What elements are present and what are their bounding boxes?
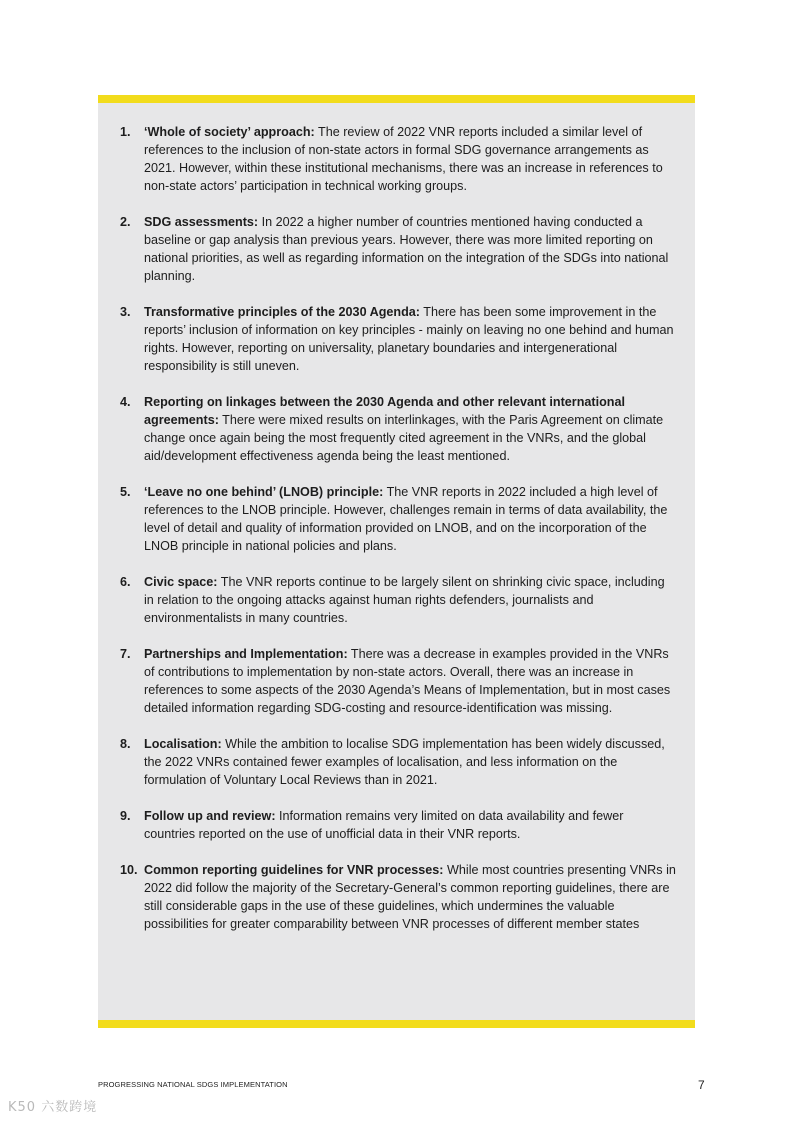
list-item [120,807,676,843]
list-item [120,213,676,285]
item-heading: Reporting on linkages between the 2030 Agenda and other relevant international agreements: [144,395,625,427]
item-number: 4. [120,395,131,409]
item-heading: Follow up and review: [144,809,276,823]
item-number: 2. [120,215,131,229]
item-number: 3. [120,305,131,319]
item-text: There were mixed results on interlinkages, with the Paris Agreement on climate change once again being the most frequently cited agreement in the VNRs, and the global aid/development effectiveness agenda being the least mentioned. [144,413,664,463]
list-item [120,393,676,465]
item-number: 6. [120,575,131,589]
item-text: While most countries presenting VNRs in 2022 did follow the majority of the Secretary-General’s common reporting guidelines, there are still considerable gaps in the use of these guidelines, which undermines the valuable possibilities for greater comparability between VNR processes of different member states [144,863,676,931]
item-heading: Transformative principles of the 2030 Agenda: [144,305,420,319]
page-number: 7 [698,1078,705,1092]
footer-document-title: PROGRESSING NATIONAL SDGS IMPLEMENTATION [98,1080,288,1089]
item-number: 10. [120,863,138,877]
summary-callout-box [98,95,695,1028]
item-text: In 2022 a higher number of countries mentioned having conducted a baseline or gap analysis than previous years. However, there was more limited reporting on national priorities, as well as regarding information on the integration of the SDGs into national planning. [144,215,669,283]
item-heading: ‘Leave no one behind’ (LNOB) principle: [144,485,384,499]
item-heading: SDG assessments: [144,215,259,229]
item-text: There has been some improvement in the reports’ inclusion of information on key principles - mainly on leaving no one behind and human rights. However, reporting on universality, planetary boundaries and intergenerational responsibility is still uneven. [144,305,674,373]
item-text: While the ambition to localise SDG implementation has been widely discussed, the 2022 VNRs contained fewer examples of localisation, and less information on the formulation of Voluntary Local Reviews than in 2021. [144,737,665,787]
list-item [120,645,676,717]
item-text: The VNR reports in 2022 included a high level of references to the LNOB principle. However, challenges remain in terms of data availability, the level of detail and quality of information provided on LNOB, and on the incorporation of the LNOB principle in national policies and plans. [144,485,668,553]
item-number: 1. [120,125,131,139]
item-heading: Partnerships and Implementation: [144,647,348,661]
item-heading: Common reporting guidelines for VNR processes: [144,863,444,877]
list-item [120,573,676,627]
list-item [120,735,676,789]
item-heading: ‘Whole of society’ approach: [144,125,315,139]
item-heading: Civic space: [144,575,218,589]
list-item [120,303,676,375]
item-text: The review of 2022 VNR reports included a similar level of references to the inclusion of non-state actors in formal SDG governance arrangements as 2021. However, within these institutional mechanisms, there was an increase in references to non-state actors’ participation in technical working groups. [144,125,663,193]
item-text: Information remains very limited on data availability and fewer countries reported on the use of unofficial data in their VNR reports. [144,809,624,841]
item-text: The VNR reports continue to be largely silent on shrinking civic space, including in relation to the ongoing attacks against human rights defenders, journalists and environmentalists in many countries. [144,575,665,625]
item-number: 9. [120,809,131,823]
item-heading: Localisation: [144,737,222,751]
key-findings-list [120,123,676,951]
list-item [120,861,676,933]
watermark-logo: K50 六数跨境 [8,1100,98,1115]
item-number: 7. [120,647,131,661]
list-item [120,123,676,195]
item-number: 8. [120,737,131,751]
item-number: 5. [120,485,131,499]
list-item [120,483,676,555]
item-text: There was a decrease in examples provided in the VNRs of contributions to implementation by non-state actors. Overall, there was an increase in references to some aspects of the 2030 Agenda’s Means of Implementation, but in most cases detailed information regarding SDG-costing and resource-identification was missing. [144,647,671,715]
